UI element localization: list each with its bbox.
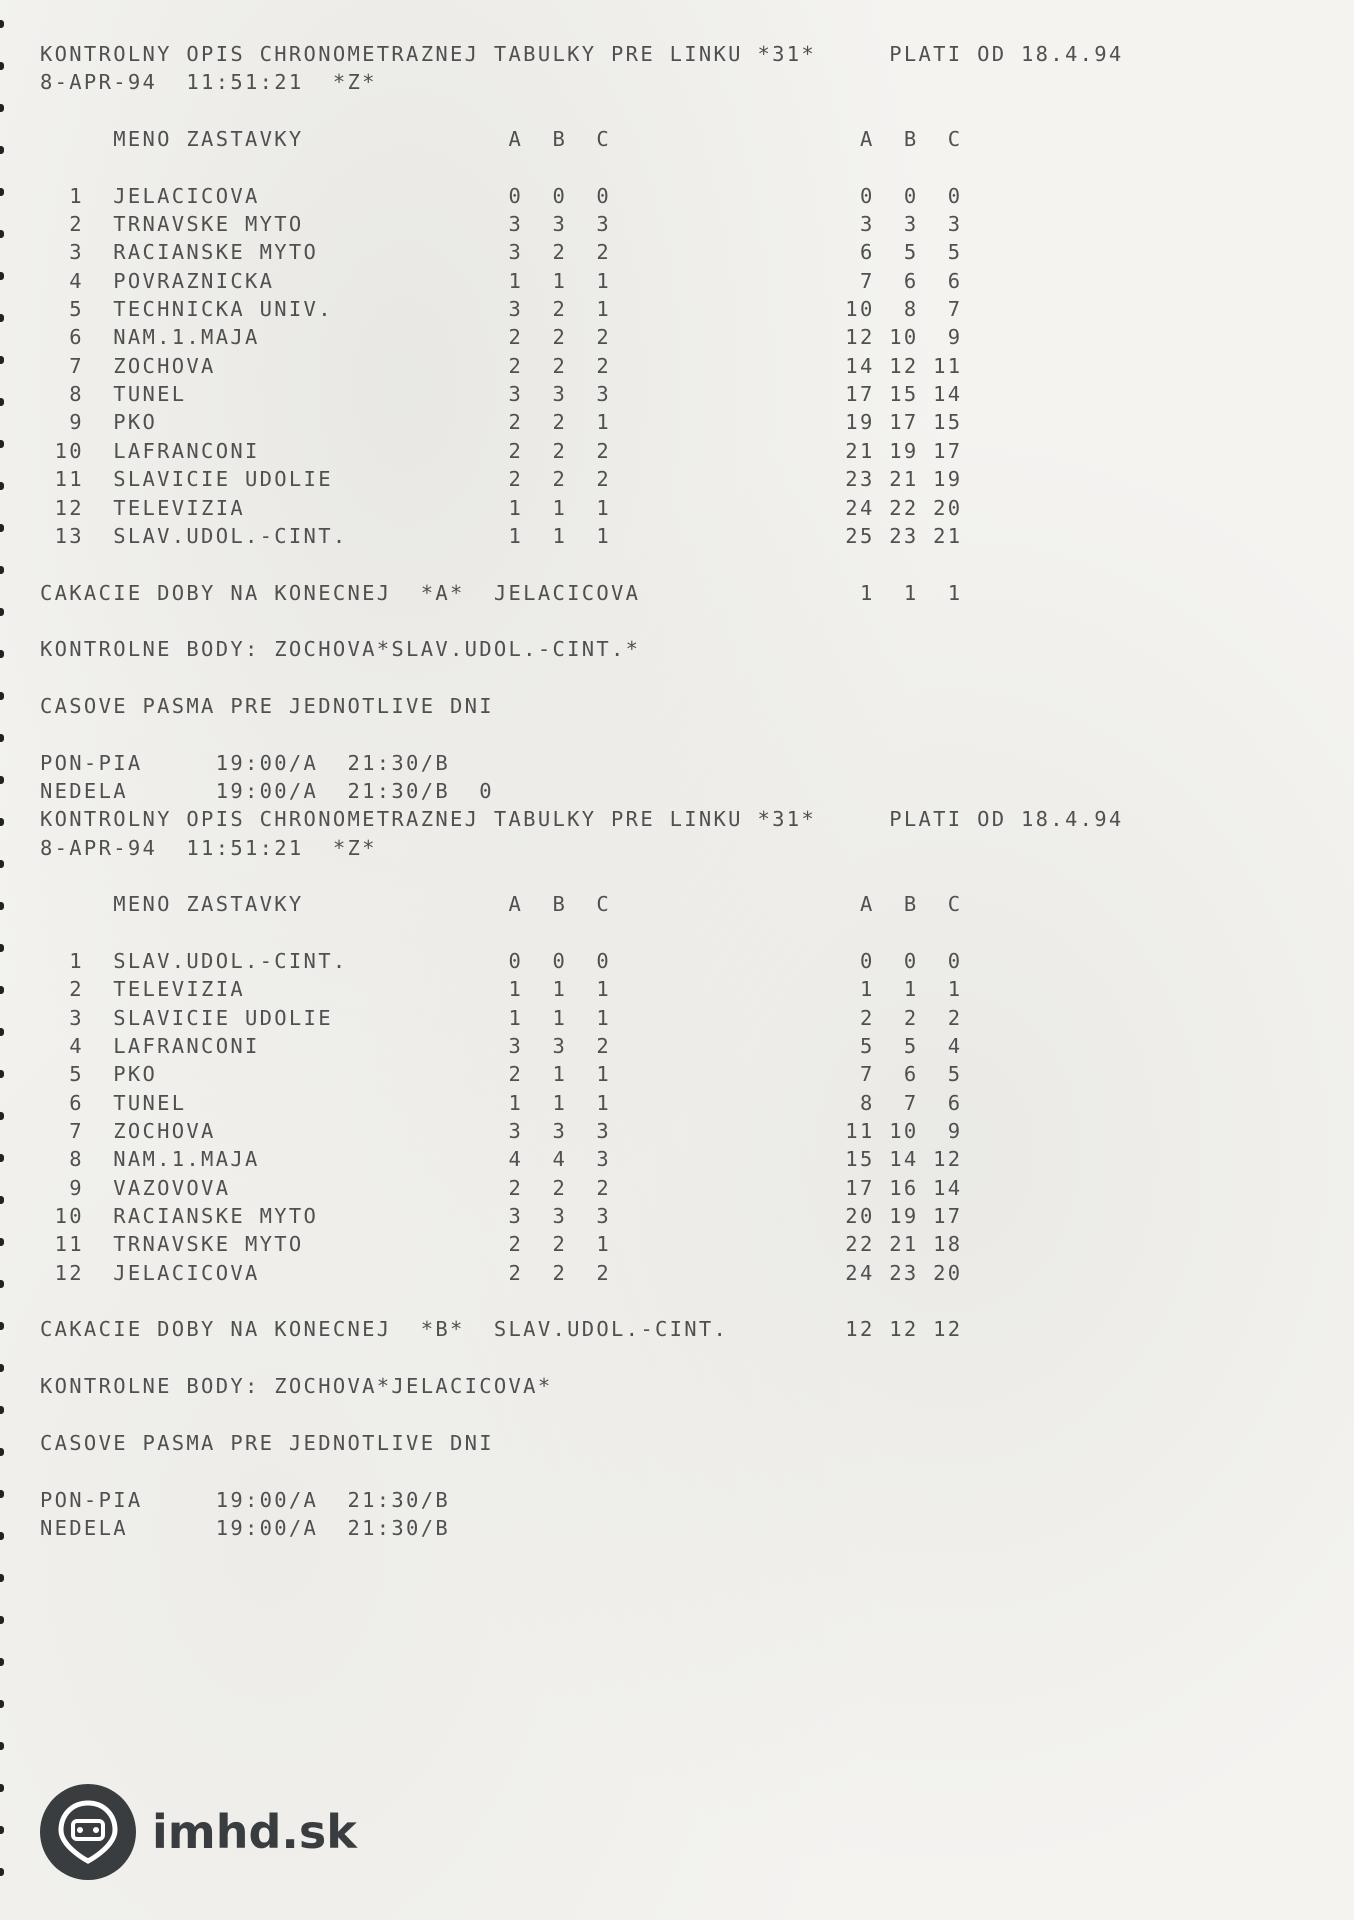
feed-hole	[0, 608, 4, 616]
printout-line: 1 SLAV.UDOL.-CINT. 0 0 0 0 0 0	[40, 949, 963, 973]
feed-hole	[0, 1280, 4, 1288]
printout-line: 2 TRNAVSKE MYTO 3 3 3 3 3 3	[40, 212, 963, 237]
feed-hole	[0, 1742, 4, 1750]
printout-line	[40, 1457, 1124, 1485]
feed-hole	[0, 860, 4, 868]
printout-line	[40, 97, 1124, 125]
feed-hole	[0, 482, 4, 490]
printout-line: 8-APR-94 11:51:21 *Z*	[40, 835, 377, 860]
printout-line	[40, 1401, 1124, 1429]
printout-line: 1 JELACICOVA 0 0 0 0 0 0	[40, 183, 963, 208]
printout-line: 7 ZOCHOVA 3 3 3 11 10 9	[40, 1119, 963, 1144]
printout-line: CAKACIE DOBY NA KONECNEJ *A* JELACICOVA 1 1 1	[40, 580, 963, 605]
feed-hole	[0, 1658, 4, 1666]
printout-line: 10 RACIANSKE MYTO 3 3 3 20 19 17	[40, 1204, 963, 1229]
printout-line: 3 SLAVICIE UDOLIE 1 1 1 2 2 2	[40, 1005, 963, 1030]
feed-hole	[0, 1574, 4, 1582]
feed-hole	[0, 692, 4, 700]
printout-line	[40, 607, 1124, 635]
printout-line	[40, 664, 1124, 692]
feed-hole	[0, 1070, 4, 1078]
feed-hole	[0, 1616, 4, 1624]
printout-line: NEDELA 19:00/A 21:30/B 0	[40, 778, 494, 803]
printout-line	[40, 153, 1124, 181]
feed-hole	[0, 1196, 4, 1204]
printout-line: 2 TELEVIZIA 1 1 1 1 1 1	[40, 977, 963, 1002]
feed-hole	[0, 1532, 4, 1540]
printout-line: 8 NAM.1.MAJA 4 4 3 15 14 12	[40, 1147, 963, 1172]
printout-line: PON-PIA 19:00/A 21:30/B	[40, 1487, 450, 1512]
printout-line	[40, 550, 1124, 578]
feed-hole	[0, 818, 4, 826]
printout-line: 8-APR-94 11:51:21 *Z*	[40, 70, 377, 95]
feed-hole	[0, 1784, 4, 1792]
imhd-logo-text: imhd.sk	[152, 1805, 357, 1859]
printout-line	[40, 1287, 1124, 1315]
printout-line: KONTROLNY OPIS CHRONOMETRAZNEJ TABULKY PRE LINKU *31* PLATI OD 18.4.94	[40, 42, 1124, 66]
feed-hole	[0, 20, 4, 28]
printout-line: NEDELA 19:00/A 21:30/B	[40, 1515, 450, 1540]
printout-line: CASOVE PASMA PRE JEDNOTLIVE DNI	[40, 693, 494, 718]
feed-hole	[0, 314, 4, 322]
dot-matrix-printout	[40, 40, 1124, 1542]
printout-line: 5 PKO 2 1 1 7 6 5	[40, 1062, 963, 1087]
printout-line: 6 NAM.1.MAJA 2 2 2 12 10 9	[40, 325, 963, 350]
feed-hole	[0, 1364, 4, 1372]
feed-hole	[0, 272, 4, 280]
printout-line: 4 POVRAZNICKA 1 1 1 7 6 6	[40, 268, 963, 293]
feed-hole	[0, 986, 4, 994]
printout-line	[40, 919, 1124, 947]
feed-hole	[0, 1112, 4, 1120]
printout-line: 3 RACIANSKE MYTO 3 2 2 6 5 5	[40, 240, 963, 265]
feed-hole	[0, 524, 4, 532]
feed-hole	[0, 398, 4, 406]
feed-hole	[0, 1868, 4, 1876]
feed-hole	[0, 1154, 4, 1162]
feed-hole	[0, 104, 4, 112]
feed-hole	[0, 1700, 4, 1708]
printout-line: 10 LAFRANCONI 2 2 2 21 19 17	[40, 438, 963, 463]
printout-line: 11 SLAVICIE UDOLIE 2 2 2 23 21 19	[40, 467, 963, 492]
feed-hole	[0, 1826, 4, 1834]
feed-hole	[0, 62, 4, 70]
printout-line: MENO ZASTAVKY A B C A B C	[40, 127, 963, 152]
feed-hole	[0, 356, 4, 364]
feed-hole	[0, 776, 4, 784]
feed-hole	[0, 188, 4, 196]
feed-hole	[0, 1028, 4, 1036]
feed-hole	[0, 440, 4, 448]
feed-hole	[0, 1490, 4, 1498]
printout-line: 11 TRNAVSKE MYTO 2 2 1 22 21 18	[40, 1232, 963, 1257]
printout-line: KONTROLNY OPIS CHRONOMETRAZNEJ TABULKY PRE LINKU *31* PLATI OD 18.4.94	[40, 807, 1124, 832]
imhd-map-pin-icon	[40, 1784, 136, 1880]
feed-hole	[0, 902, 4, 910]
printout-line: 9 VAZOVOVA 2 2 2 17 16 14	[40, 1175, 963, 1200]
printout-line: 4 LAFRANCONI 3 3 2 5 5 4	[40, 1034, 963, 1059]
printout-line: 12 JELACICOVA 2 2 2 24 23 20	[40, 1260, 963, 1285]
printout-line: CASOVE PASMA PRE JEDNOTLIVE DNI	[40, 1430, 494, 1455]
feed-hole	[0, 1448, 4, 1456]
printout-line: 13 SLAV.UDOL.-CINT. 1 1 1 25 23 21	[40, 523, 963, 548]
feed-hole	[0, 944, 4, 952]
printout-line: CAKACIE DOBY NA KONECNEJ *B* SLAV.UDOL.-CINT. 12 12 12	[40, 1317, 963, 1342]
feed-hole	[0, 734, 4, 742]
imhd-watermark-logo	[40, 1784, 360, 1880]
printout-line: KONTROLNE BODY: ZOCHOVA*SLAV.UDOL.-CINT.*	[40, 637, 641, 662]
printout-line: 9 PKO 2 2 1 19 17 15	[40, 410, 963, 435]
printout-line: PON-PIA 19:00/A 21:30/B	[40, 750, 450, 775]
printout-line: 8 TUNEL 3 3 3 17 15 14	[40, 382, 963, 407]
feed-hole	[0, 230, 4, 238]
printout-line: 6 TUNEL 1 1 1 8 7 6	[40, 1090, 963, 1115]
printout-line: 7 ZOCHOVA 2 2 2 14 12 11	[40, 353, 963, 378]
printout-line: KONTROLNE BODY: ZOCHOVA*JELACICOVA*	[40, 1374, 553, 1399]
printout-line: 12 TELEVIZIA 1 1 1 24 22 20	[40, 495, 963, 520]
feed-hole	[0, 650, 4, 658]
feed-hole	[0, 1238, 4, 1246]
feed-hole	[0, 1322, 4, 1330]
feed-hole	[0, 566, 4, 574]
printout-line	[40, 1344, 1124, 1372]
printout-line	[40, 862, 1124, 890]
printout-line	[40, 720, 1124, 748]
feed-hole	[0, 146, 4, 154]
feed-hole	[0, 1406, 4, 1414]
printout-line: MENO ZASTAVKY A B C A B C	[40, 892, 963, 917]
printout-line: 5 TECHNICKA UNIV. 3 2 1 10 8 7	[40, 297, 963, 322]
